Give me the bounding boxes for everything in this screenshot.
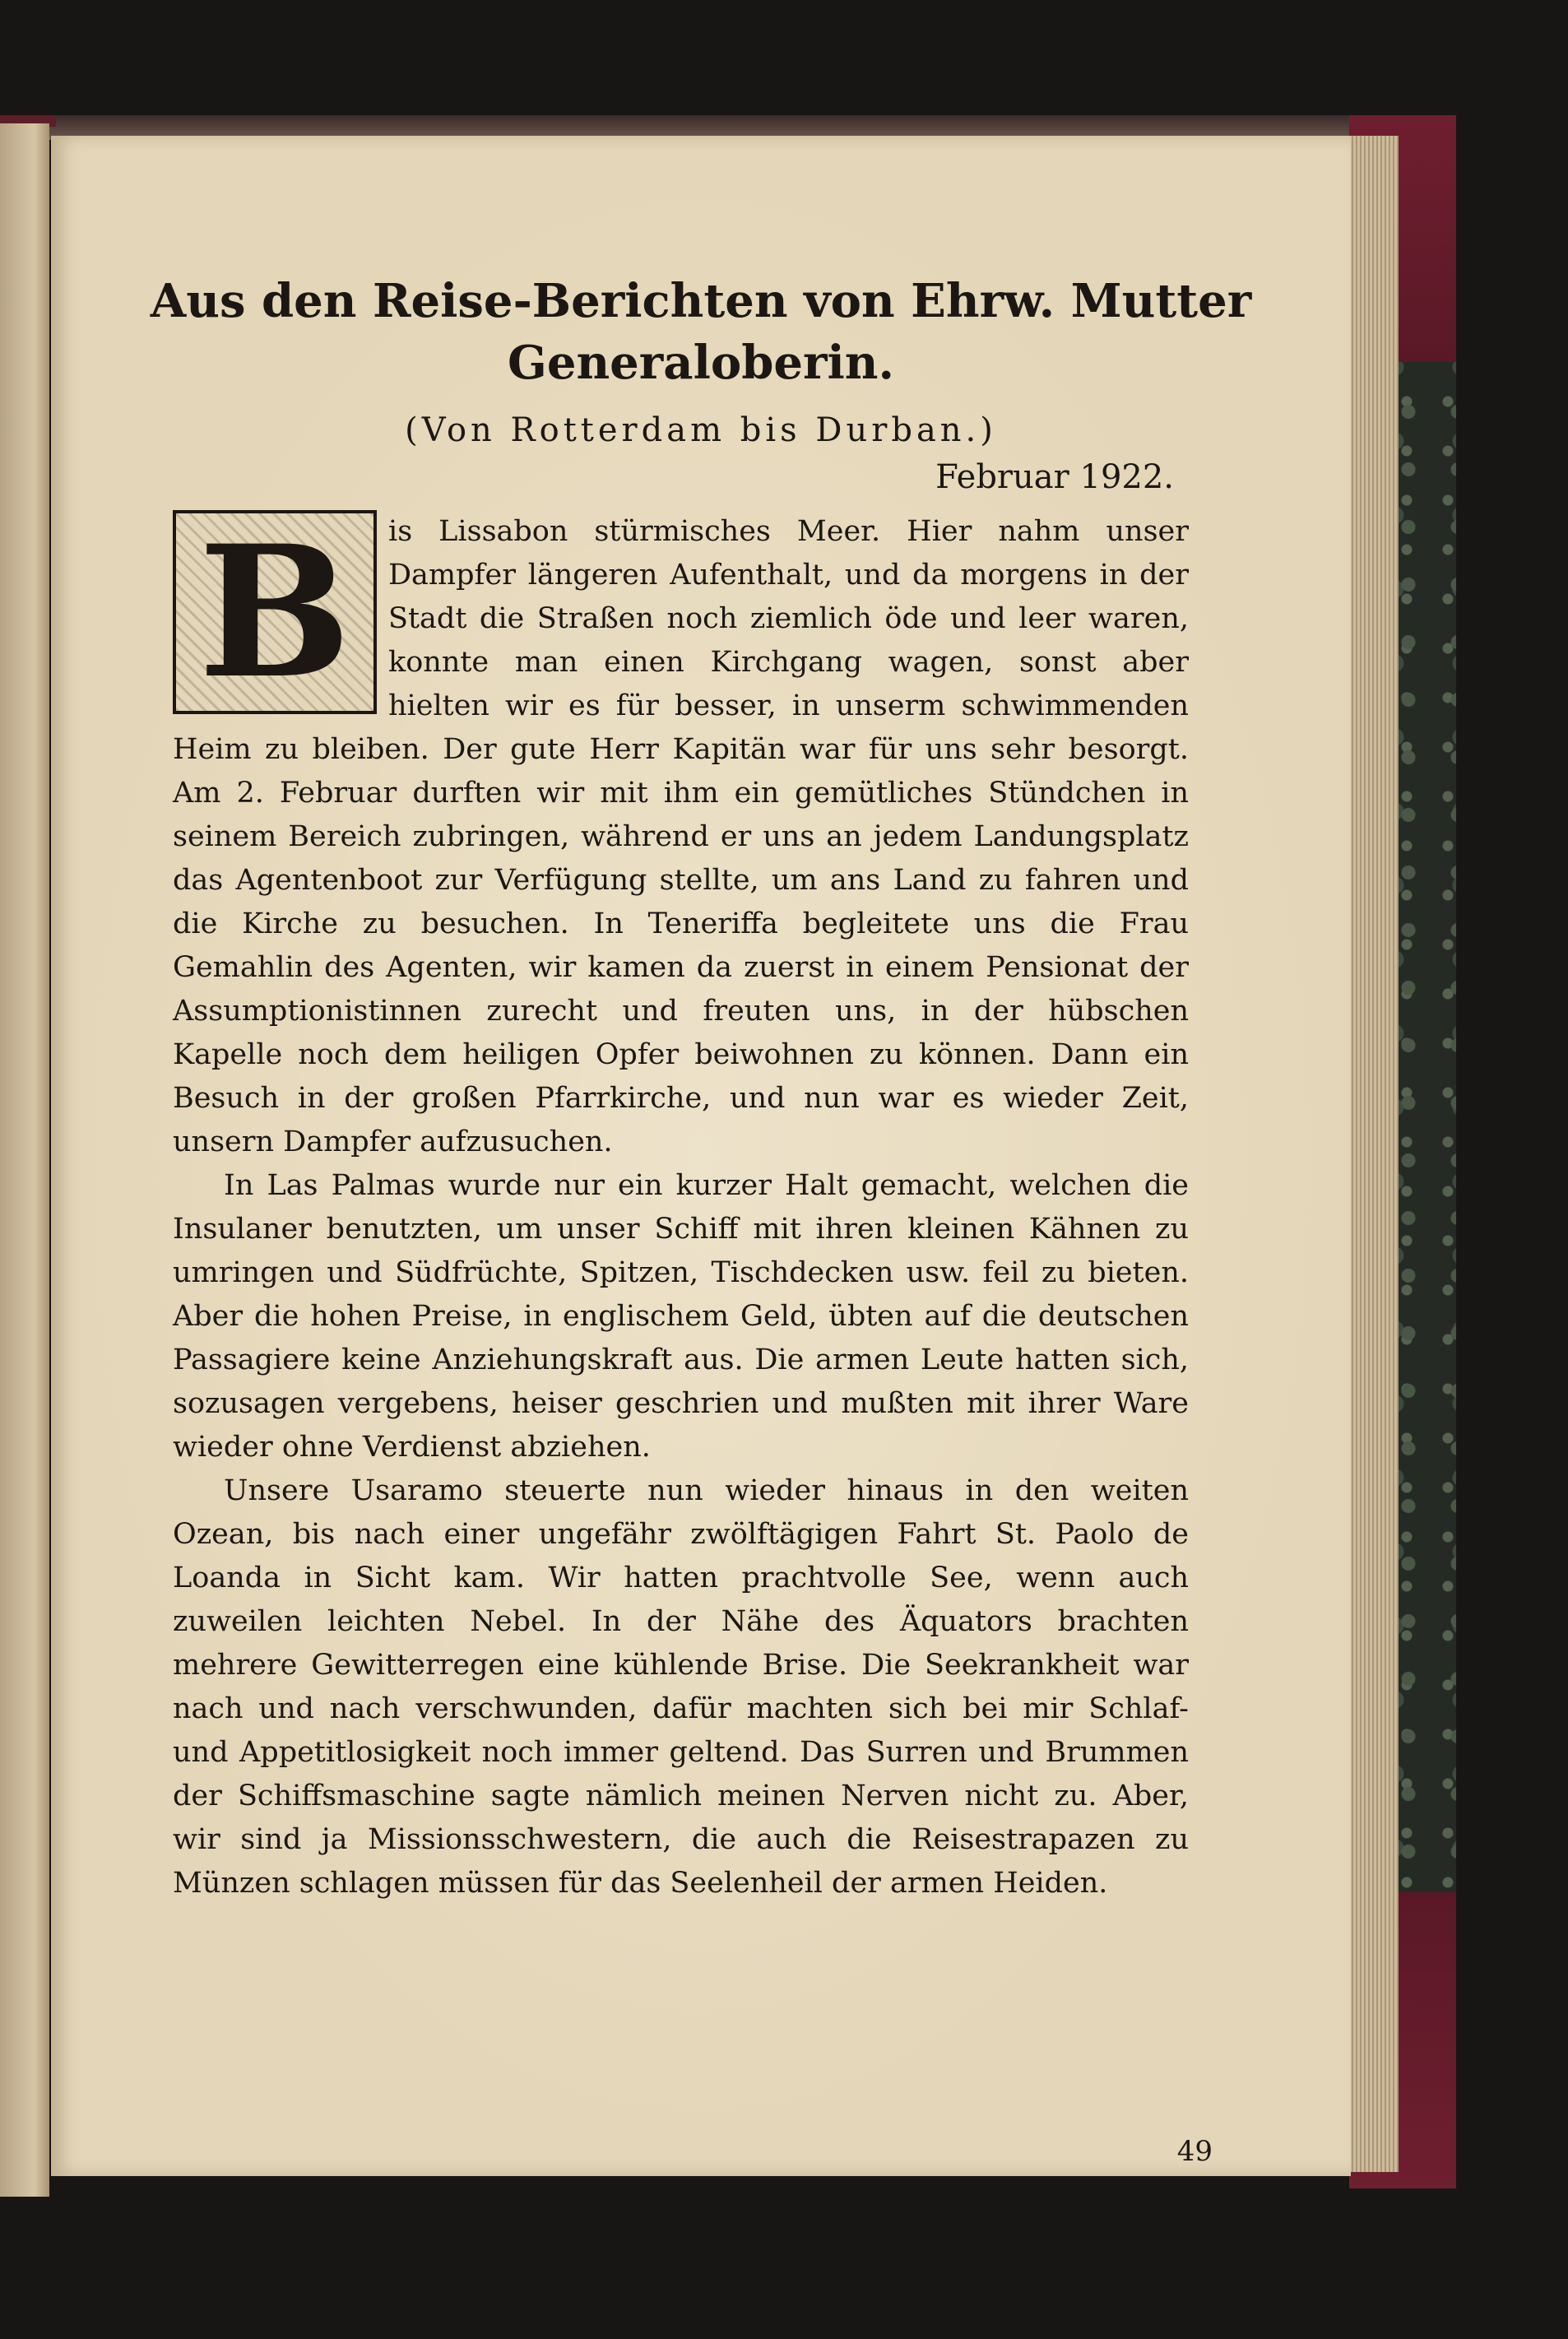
initial-letter: B	[198, 505, 351, 718]
page-number: 49	[1176, 2135, 1213, 2168]
left-facing-page	[0, 123, 49, 2197]
body-text	[173, 505, 1189, 1905]
page-title-line-1: Aus den Reise-Berichten von Ehrw. Mutter	[150, 274, 1252, 328]
paragraph: is Lissabon stürmisches Meer. Hier nahm unser Dampfer längeren Aufenthalt, und da morgens in der Stadt die Straßen noch ziemlich öde und leer waren, konnte man einen Kirchgang wagen, sonst aber hielten wir es für besser, in unserm schwimmenden Heim zu bleiben. Der gute Herr Kapitän war für uns sehr besorgt. Am 2. Februar durften wir mit ihm ein gemütliches Stündchen in seinem Bereich zubringen, während er uns an jedem Landungsplatz das Agentenboot zur Verfügung stellte, um ans Land zu fahren und die Kirche zu besuchen. In Teneriffa begleitete uns die Frau Gemahlin des Agenten, wir kamen da zuerst in einem Pensionat der Assumptionistinnen zurecht und freuten uns, in der hübschen Kapelle noch dem heiligen Opfer beiwohnen zu können. Dann ein Besuch in der großen Pfarrkirche, und nun war es wieder Zeit, unsern Dampfer aufzusuchen.	[173, 515, 1189, 1158]
subtitle: (Von Rotterdam bis Durban.)	[405, 411, 997, 449]
paragraph: In Las Palmas wurde nur ein kurzer Halt gemacht, welchen die Insulaner benutzten, um unser Schiff mit ihren kleinen Kähnen zu umringen und Südfrüchte, Spitzen, Tischdecken usw. feil zu bieten. Aber die hohen Preise, in englischem Geld, übten auf die deutschen Passagiere keine Anziehungskraft aus. Die armen Leute hatten sich, sozusagen vergebens, heiser geschrien und mußten mit ihrer Ware wieder ohne Verdienst abziehen.	[173, 1169, 1189, 1464]
paragraph: Unsere Usaramo steuerte nun wieder hinaus in den weiten Ozean, bis nach einer ungefähr zwölftägigen Fahrt St. Paolo de Loanda in Sicht kam. Wir hatten prachtvolle See, wenn auch zuweilen leichten Nebel. In der Nähe des Äquators brachten mehrere Gewitterregen eine kühlende Brise. Die Seekrankheit war nach und nach verschwunden, dafür machten sich bei mir Schlaf- und Appetitlosigkeit noch immer geltend. Das Surren und Brummen der Schiffsmaschine sagte nämlich meinen Nerven nicht zu. Aber, wir sind ja Missionsschwestern, die auch die Reisestrapazen zu Münzen schlagen müssen für das Seelenheil der armen Heiden.	[173, 1474, 1189, 1900]
dateline: Februar 1922.	[935, 458, 1174, 496]
page-title-line-2: Generaloberin.	[508, 336, 894, 390]
book-page	[51, 136, 1351, 2176]
page-edges	[1349, 136, 1399, 2172]
